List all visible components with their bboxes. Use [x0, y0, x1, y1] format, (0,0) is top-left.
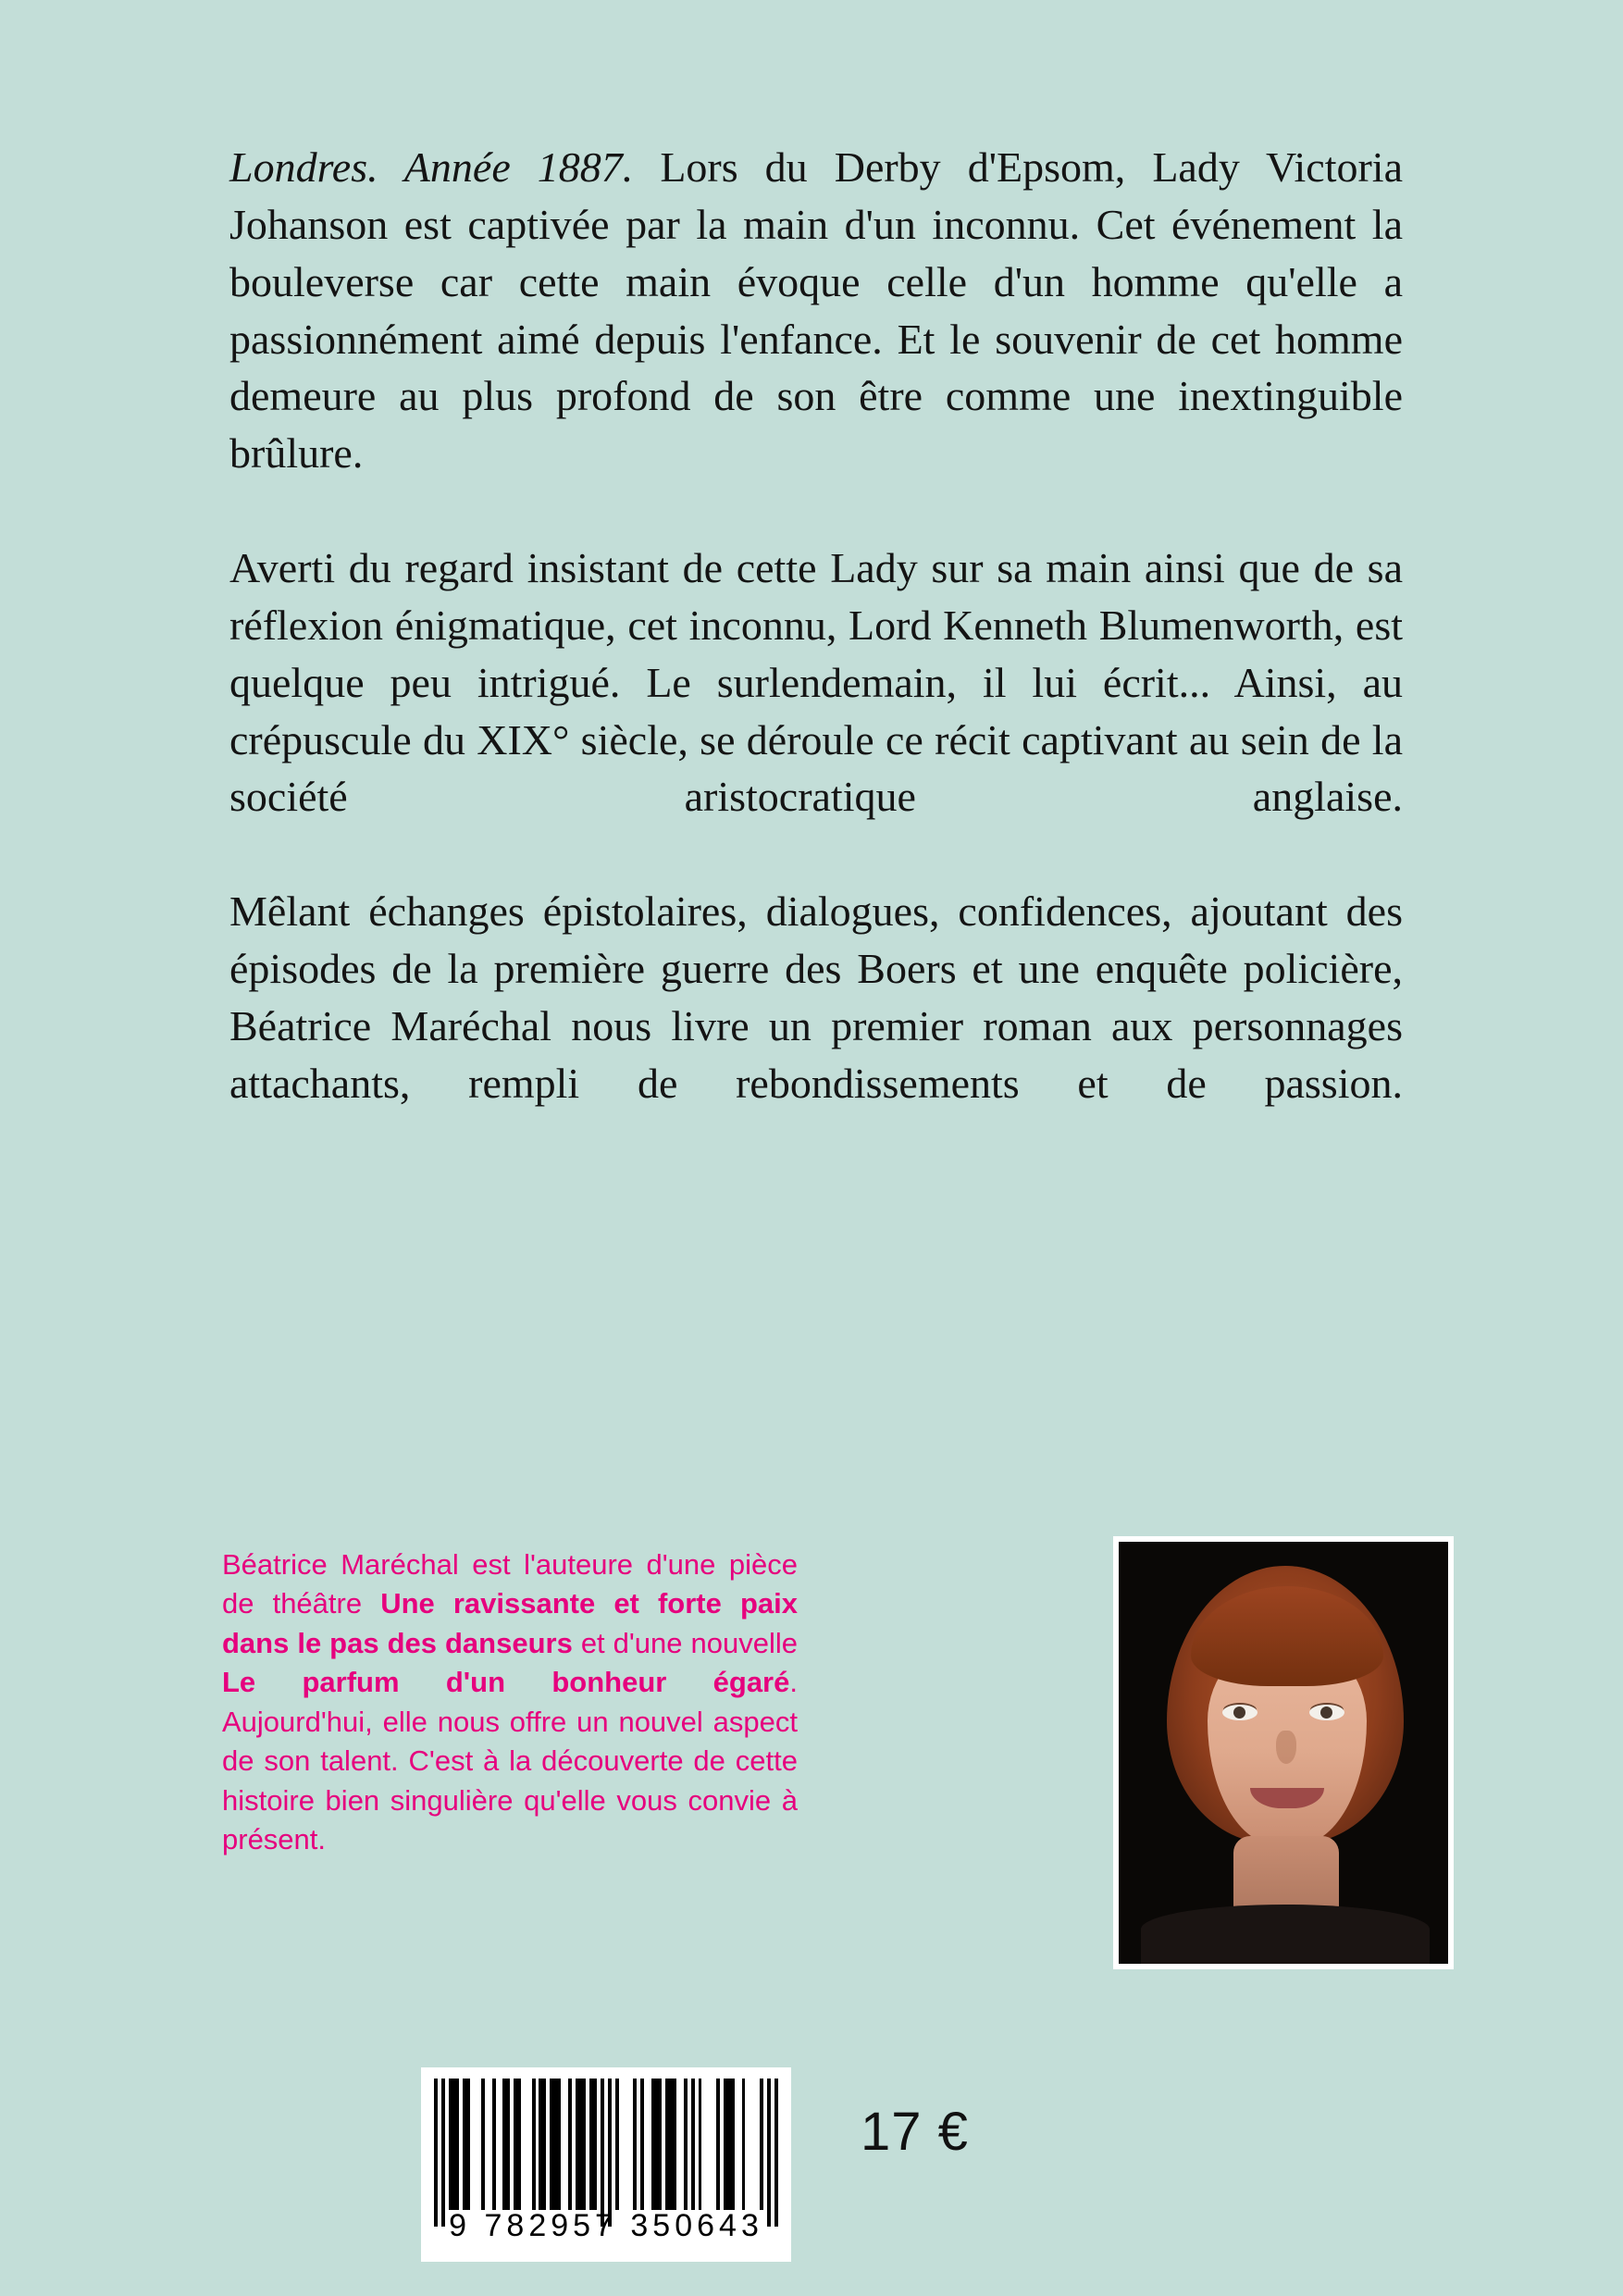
blurb-paragraph-2: Averti du regard insistant de cette Lady sur sa main ainsi que de sa réflexion énigmatique, cet inconnu, Lord Kenneth Blumenworth, est quelque peu intrigué. Le surlendemain, il lui écrit... Ainsi, au crépuscule du XIX° siècle, se déroule ce récit captivant au sein de la société aristocratique anglaise.	[229, 544, 1403, 821]
blurb-paragraph-3: Mêlant échanges épistolaires, dialogues, confidences, ajoutant des épisodes de la première guerre des Boers et une enquête policière, Béatrice Maréchal nous livre un premier roman aux personnages attachants, rempli de rebondissements et de passion.	[229, 887, 1403, 1107]
author-bio-part-1: Béatrice Maréchal est l'auteure d'une pièce de théâtre	[222, 1548, 798, 1620]
author-bio-text	[222, 1545, 798, 1899]
price-label: 17 €	[861, 2102, 969, 2162]
play-title: Une ravissante et forte paix dans le pas des danseurs	[222, 1587, 798, 1659]
isbn-barcode	[421, 2067, 791, 2262]
author-bio-part-2: et d'une nouvelle	[572, 1626, 798, 1659]
blurb-paragraph-1-text: Lors du Derby d'Epsom, Lady Victoria Johanson est captivée par la main d'un inconnu. Cet événement la bouleverse car cette main évoque celle d'un homme qu'elle a passionnément aimé depuis l'enfance. Et le souvenir de cet homme demeure au plus profond de son être comme une inextinguible brûlure.	[229, 143, 1403, 478]
book-blurb	[229, 139, 1403, 1169]
blurb-paragraph-1	[229, 139, 1403, 540]
portrait-nose	[1276, 1731, 1296, 1764]
portrait-shoulders	[1141, 1905, 1430, 1964]
blurb-lead: Londres. Année 1887.	[229, 143, 634, 191]
author-bio-part-3: . Aujourd'hui, elle nous offre un nouvel aspect de son talent. C'est à la découverte de cette histoire bien singulière qu'elle vous convie à présent.	[222, 1666, 798, 1856]
story-title: Le parfum d'un bonheur égaré	[222, 1666, 790, 1699]
author-portrait	[1119, 1542, 1448, 1964]
portrait-eye-left	[1222, 1705, 1258, 1720]
author-bio	[222, 1545, 798, 1899]
barcode-bars	[434, 2079, 778, 2210]
portrait-eye-right	[1309, 1705, 1344, 1720]
author-portrait-frame	[1113, 1536, 1454, 1969]
barcode-digits: 9 782957 350643	[449, 2208, 763, 2243]
